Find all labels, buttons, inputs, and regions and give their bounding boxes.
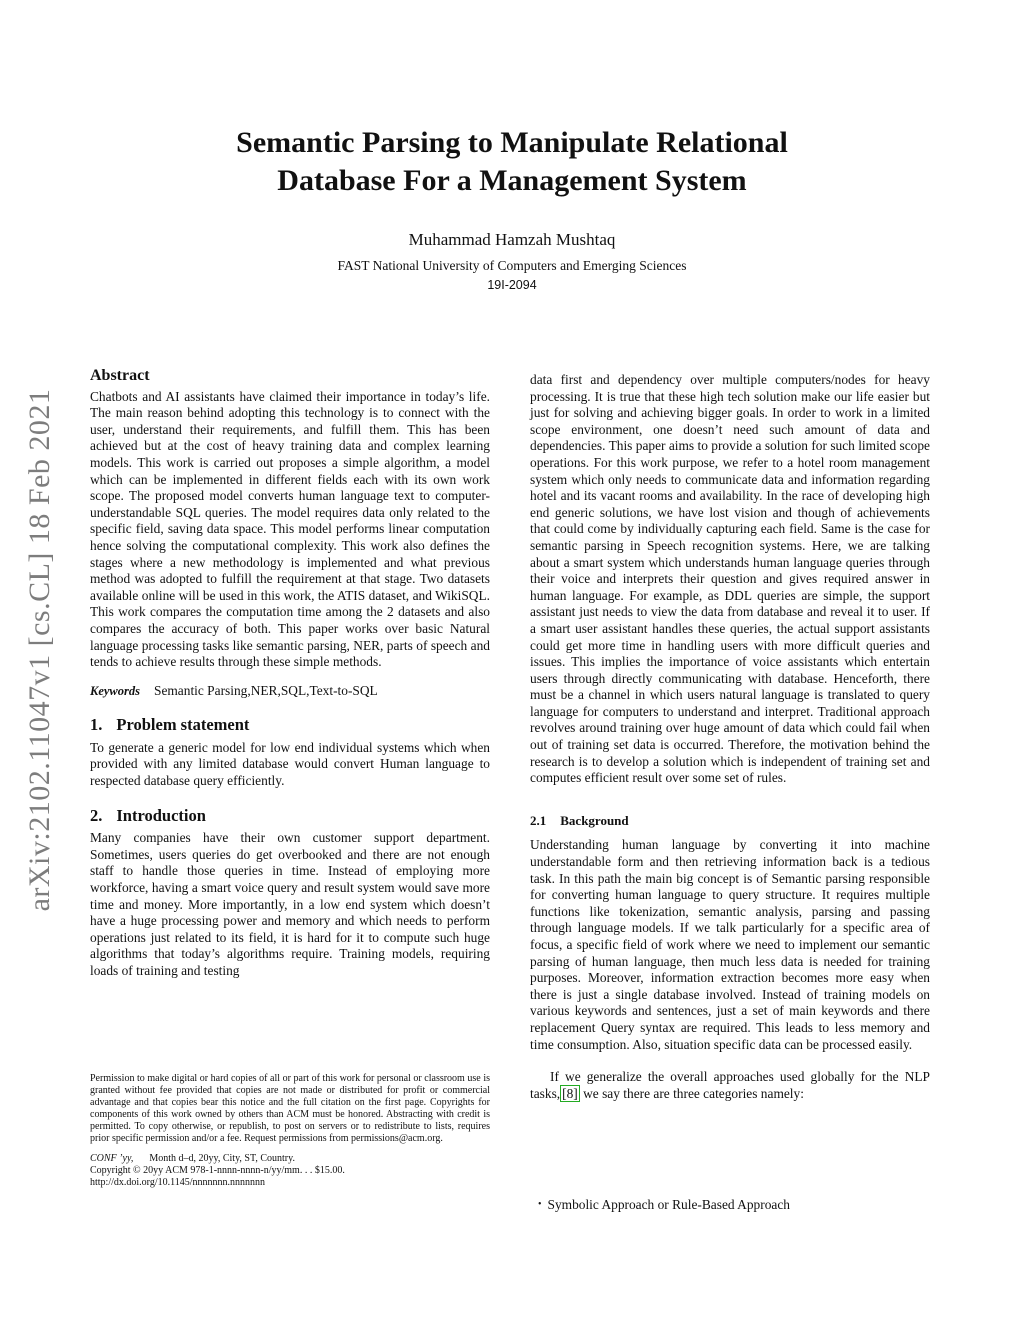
bullet-list-item — [538, 1197, 790, 1213]
student-id: 19I-2094 — [487, 278, 537, 292]
section-1-title: Problem statement — [116, 715, 250, 735]
right-column — [530, 372, 930, 1102]
subsection-2-1-heading — [530, 813, 930, 830]
doi-link[interactable]: http://dx.doi.org/10.1145/nnnnnnn.nnnnnnn — [90, 1177, 266, 1188]
bullet-icon: • — [538, 1199, 542, 1210]
title-line-2: Database For a Management System — [277, 164, 747, 197]
paragraph-2-before: If we generalize the overall approaches used globally for the NLP tasks, — [530, 1069, 930, 1101]
background-paragraph-2 — [530, 1069, 930, 1102]
permission-footer — [90, 1073, 490, 1189]
author-name: Muhammad Hamzah Mushtaq — [408, 230, 616, 249]
abstract-text: Chatbots and AI assistants have claimed their importance in today’s life. The main reason behind adopting this technology is to connect with the user, understand their requirements, and fulfill them. This has been achieved but at the cost of heavy training data and complex learning models. This work is carried out proposes a simple algorithm, a model which can be implemented in different fields each with its own work scope. The proposed model converts human language text to computer-understandable SQL queries. The model requires data only related to the specific field, saving data space. This model performs linear computation hence solving the computational complexity. This work also defines the stages where a new methodology is implemented and what previous method was adopted to fulfill the requirement at that stage. Two datasets available online will be used in this work, the ATIS dataset, and WikiSQL. This work compares the computation time among the 2 datasets and also compares the accuracy of both. This paper works over basic Natural language processing tasks like semantic parsing, NER, parts of speech and tends to achieve results through these simple methods. — [90, 388, 490, 670]
arxiv-side-stamp: arXiv:2102.11047v1 [cs.CL] 18 Feb 2021 — [23, 388, 56, 912]
section-2-number: 2. — [90, 805, 103, 825]
section-2-heading — [90, 805, 490, 825]
conference-line — [90, 1153, 490, 1165]
subsection-2-1-title: Background — [560, 812, 629, 828]
permission-text: Permission to make digital or hard copies of all or part of this work for personal or classroom use is granted without fee provided that copies are not made or distributed for profit or commercial advantage and that copies bear this notice and the full citation on the first page. Copyrights for components of this work owned by others than ACM must be honored. Abstracting with credit is permitted. To copy otherwise, or republish, to post on servers or to redistribute to lists, requires prior specific permission and/or a fee. Request permissions from permissions@acm.org. — [90, 1073, 490, 1144]
section-2-text-right: data first and dependency over multiple computers/nodes for heavy processing. It is true that these high tech solution make our life easier but just for solving and achieving bigger goals. In order to work in a limited scope environment, one doesn’t need such amount of data and dependencies. This paper aims to provide a solution for such limited scope operations. For this work purpose, we refer to a hotel room management system which only needs to communicate data and information regarding hotel and its vacant rooms and availability. In the race of developing high end generic solutions, we have lost vision and though of achievements that could come by individually capturing each field. Same is the case for semantic parsing in Speech recognition systems. Here, we are talking about a smart system which understands human language queries through their voice and interprets their question and gives required answer in human language. For example, as DDL queries are simple, the support assistant just needs to view the data from database and reveal it to user. If a smart user assistant handles these queries, the actual support assistants could get more time in handling users with more difficult queries and issues. This implies the importance of voice assistants which entertain users through directly communicating with database. Henceforth, there must be a channel in which users natural language is translated to query language for computers to understand and interpret. Traditional approach revolves around training over huge amount of data which could fail when out of training set data is occurred. Therefore, the motivation behind the research is to develop a solution which is independent of training set and computes efficient result over some set of rules. — [530, 372, 930, 786]
section-2-title: Introduction — [116, 805, 206, 825]
copyright-line: Copyright © 20yy ACM 978-1-nnnn-nnnn-n/yy/mm. . . $15.00. — [90, 1165, 345, 1176]
conference-details: Month d–d, 20yy, City, ST, Country. — [149, 1153, 295, 1164]
section-2-text-left: Many companies have their own customer support department. Sometimes, users queries do get overbooked and there are not enough staff to handle those queries in time. Instead of employing more workforce, having a smart voice query and result system would save more time and money. More importantly, in a low end system which doesn’t have a huge processing power and memory and which needs to perform operations just related to its field, it is hard for it to compute such huge algorithms that today’s algorithms require. Training models, requiring loads of training and testing — [90, 830, 490, 978]
keywords-text: Semantic Parsing,NER,SQL,Text-to-SQL — [154, 682, 378, 698]
section-1-text: To generate a generic model for low end individual systems which when provided with any limited database would convert Human language to respected database query efficiently. — [90, 739, 490, 789]
title-line-1: Semantic Parsing to Manipulate Relational — [236, 126, 788, 159]
keywords — [90, 683, 490, 700]
left-column — [90, 368, 490, 980]
author-affiliation: FAST National University of Computers and Emerging Sciences — [337, 258, 687, 273]
bullet-text: Symbolic Approach or Rule-Based Approach — [547, 1197, 790, 1212]
background-text: Understanding human language by converting it into machine understandable form and then retrieving information back is a tedious task. In this path the main big concept is of Semantic parsing responsible for converting human language to query structure. It requires multiple functions like tokenization, semantic analysis, parsing and passing through language models. If we talk particularly for a specific area of focus, a specific field of work where we need to implement our semantic parsing of human language, then much less data is needed for training purposes. Moreover, information extraction becomes more easy when there is just a single database involved. Instead of training models on various keywords and sentences, just a set of main keywords and there replacement Query syntax are required. This leads to less memory and time consumption. Also, situation specific data can be processed easily. — [530, 837, 930, 1052]
abstract-heading: Abstract — [90, 367, 150, 384]
paper-title — [0, 124, 1024, 200]
subsection-2-1-number: 2.1 — [530, 812, 547, 828]
conference-name: CONF ’yy, — [90, 1153, 134, 1164]
paragraph-2-after: we say there are three categories namely: — [579, 1085, 804, 1101]
section-1-number: 1. — [90, 715, 103, 735]
citation-link[interactable]: [8] — [562, 1085, 578, 1101]
keywords-label: Keywords — [90, 683, 140, 698]
section-1-heading — [90, 717, 490, 734]
